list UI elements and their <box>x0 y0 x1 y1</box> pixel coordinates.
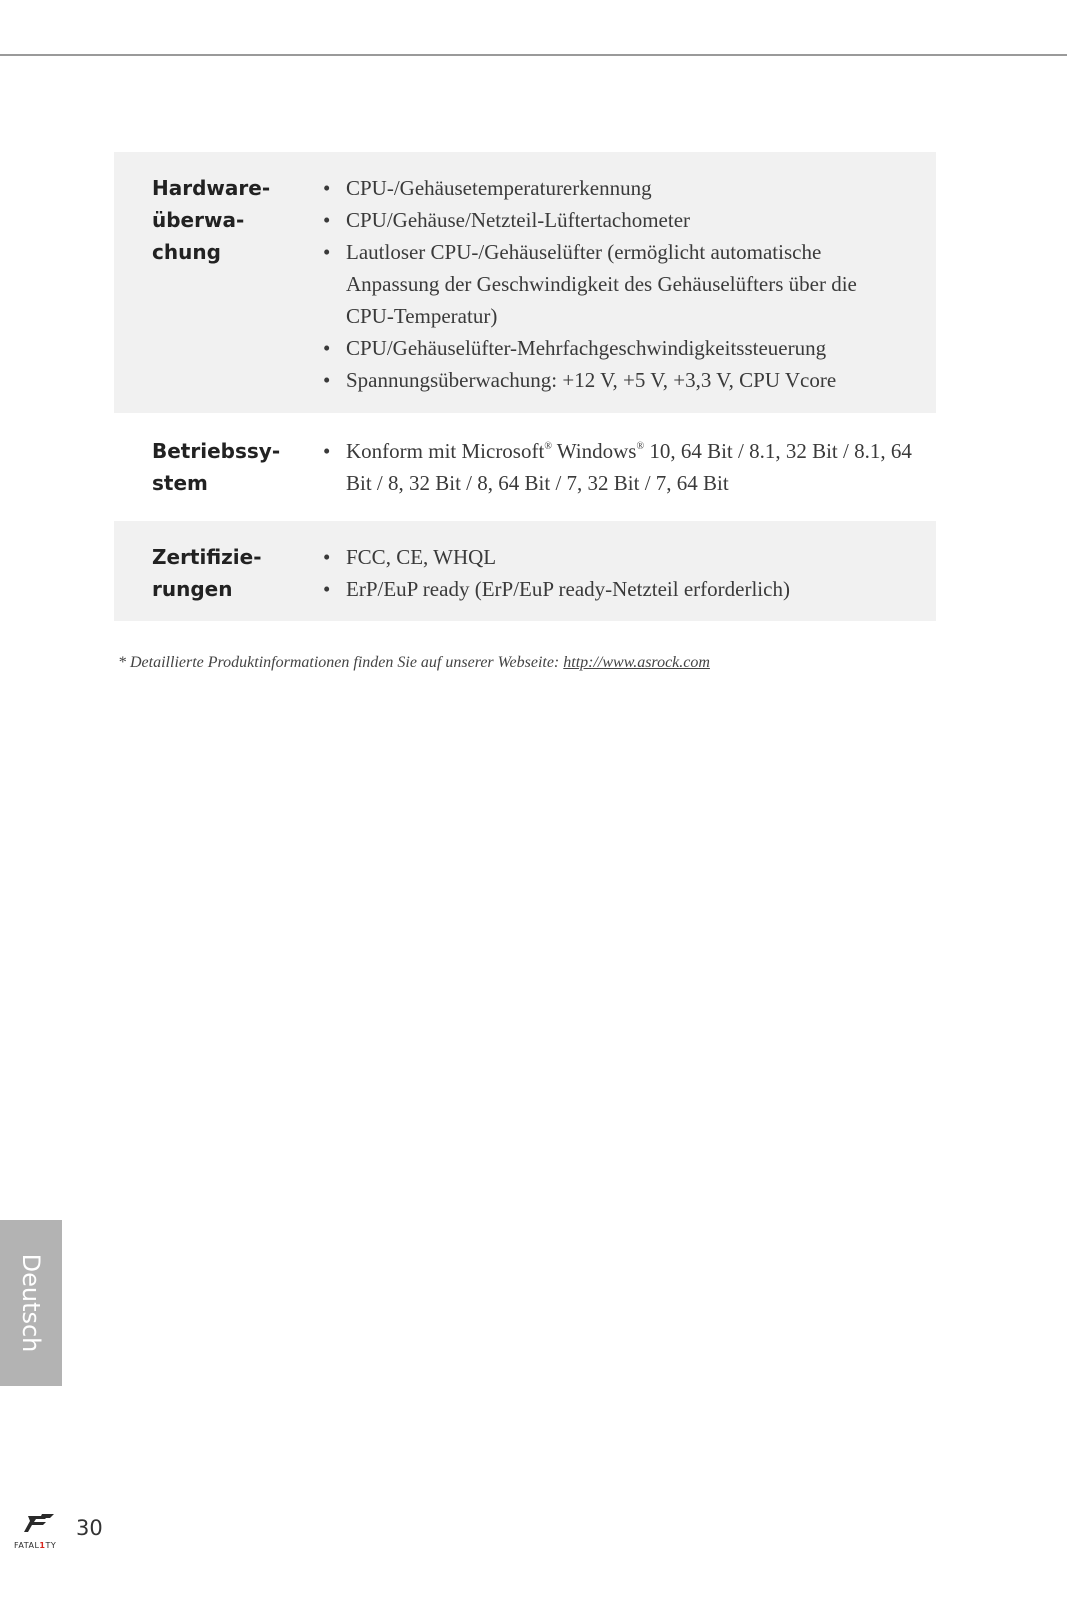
bullet-icon: • <box>323 577 331 601</box>
label-line: chung <box>152 240 221 264</box>
list-item-text: Windows <box>551 439 637 463</box>
label-line: Zertifizie- <box>152 545 262 569</box>
registered-mark: ® <box>544 441 552 452</box>
list-item-text: CPU/Gehäuse/Netzteil-Lüftertachometer <box>346 208 691 232</box>
language-tab-label: Deutsch <box>17 1253 45 1353</box>
spec-list-operating-system <box>317 435 917 521</box>
top-rule <box>0 54 1067 56</box>
list-item <box>317 364 917 396</box>
spec-list-hardware-monitoring <box>317 172 917 413</box>
list-item-text: Anpassung der Geschwindigkeit des Gehäuselüfters über die <box>346 272 857 296</box>
spec-label-hardware-monitoring <box>114 172 317 413</box>
bullet-icon: • <box>323 545 331 569</box>
list-item-text: Spannungsüberwachung: +12 V, +5 V, +3,3 V, CPU Vcore <box>346 368 837 392</box>
label-line: überwa- <box>152 208 245 232</box>
list-item-text: CPU/Gehäuselüfter-Mehrfachgeschwindigkeitssteuerung <box>346 336 827 360</box>
list-item <box>317 435 917 499</box>
list-item-text: 10, 64 Bit / 8.1, 32 Bit / 8.1, 64 <box>644 439 912 463</box>
list-item-text: Bit / 8, 32 Bit / 8, 64 Bit / 7, 32 Bit / 7, 64 Bit <box>346 471 729 495</box>
list-item <box>317 332 917 364</box>
label-line: rungen <box>152 577 233 601</box>
spec-label-certifications <box>114 541 317 621</box>
list-item-text: FCC, CE, WHQL <box>346 545 497 569</box>
list-item-text: CPU-/Gehäusetemperaturerkennung <box>346 176 652 200</box>
list-item <box>317 236 917 332</box>
bullet-icon: • <box>323 368 331 392</box>
bullet-icon: • <box>323 336 331 360</box>
registered-mark: ® <box>636 441 645 452</box>
spec-list-certifications <box>317 541 917 621</box>
fatal1ty-logo-icon <box>14 1512 68 1552</box>
list-item-text: CPU-Temperatur) <box>346 304 498 328</box>
page-number: 30 <box>76 1516 103 1540</box>
list-item <box>317 573 917 605</box>
spec-row-hardware-monitoring <box>114 152 936 413</box>
bullet-icon: • <box>323 439 331 463</box>
label-line: Betriebssy- <box>152 439 281 463</box>
footnote-text: * Detaillierte Produktinformationen finden Sie auf unserer Webseite: <box>118 654 564 671</box>
list-item-text: Lautloser CPU-/Gehäuselüfter (ermöglicht automatische <box>346 240 822 264</box>
list-item <box>317 172 917 204</box>
website-link[interactable]: http://www.asrock.com <box>563 654 710 671</box>
label-line: stem <box>152 471 208 495</box>
spec-label-operating-system <box>114 435 317 521</box>
footnote <box>118 654 710 672</box>
spec-table <box>114 152 936 621</box>
bullet-icon: • <box>323 176 331 200</box>
bullet-icon: • <box>323 240 331 264</box>
list-item <box>317 204 917 236</box>
language-side-tab <box>0 1220 62 1386</box>
svg-text:FATAL1TY: FATAL1TY <box>14 1541 57 1550</box>
bullet-icon: • <box>323 208 331 232</box>
spec-row-certifications <box>114 521 936 621</box>
label-line: Hardware- <box>152 176 271 200</box>
list-item-text: Konform mit Microsoft <box>346 439 545 463</box>
list-item <box>317 541 917 573</box>
spec-row-operating-system <box>114 413 936 521</box>
list-item-text: ErP/EuP ready (ErP/EuP ready-Netzteil erforderlich) <box>346 577 790 601</box>
